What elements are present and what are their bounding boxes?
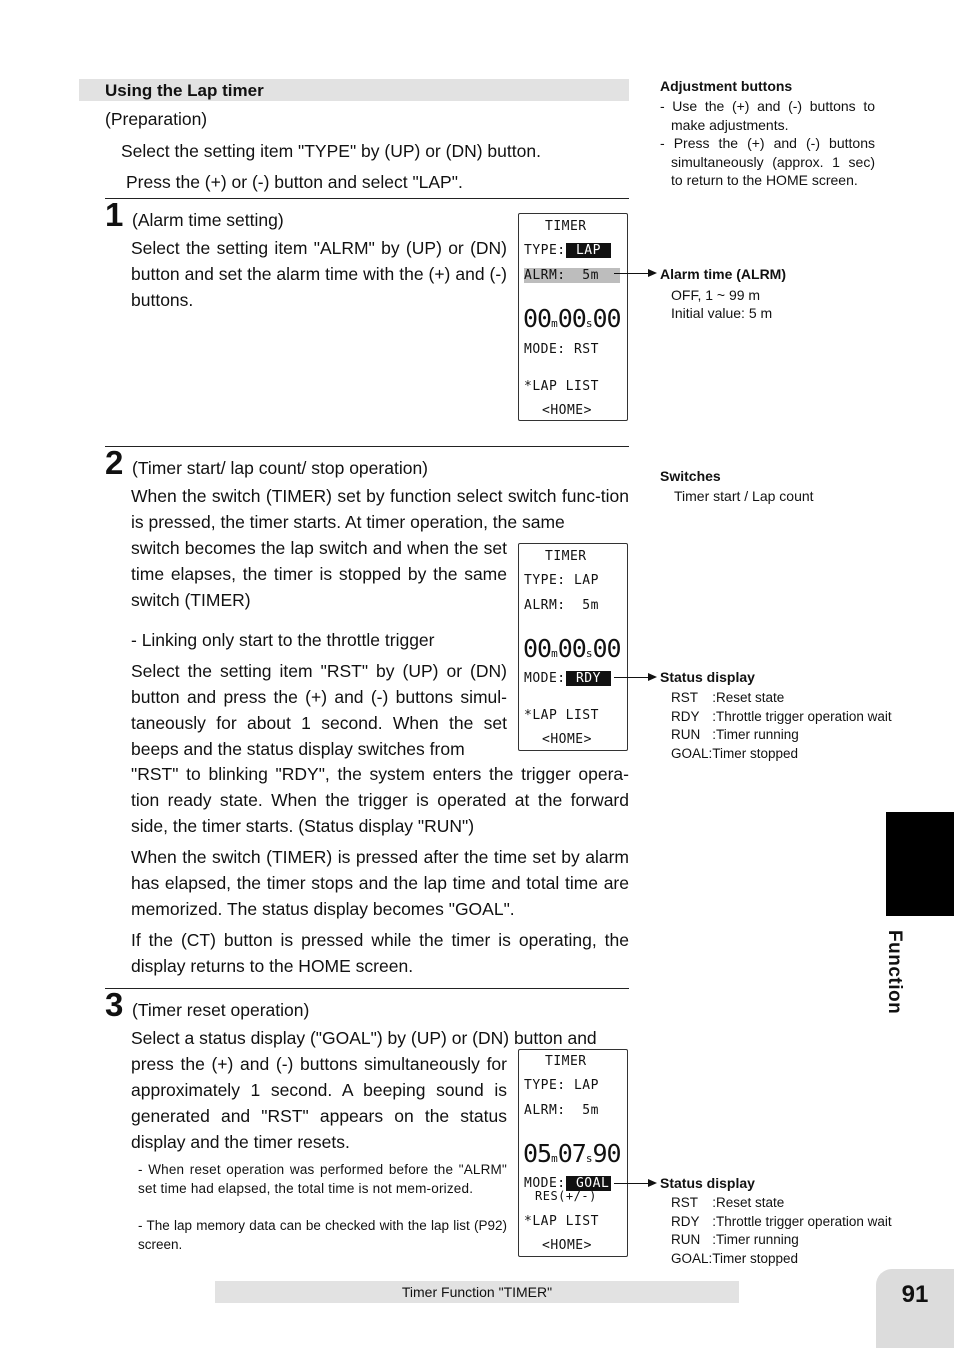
prep-heading: (Preparation) [105,109,208,129]
list-item: RUN :Timer running [671,727,799,742]
switches-desc: Timer start / Lap count [674,488,814,504]
alarm-range: OFF, 1 ~ 99 m [671,287,761,303]
chapter-tab-label: Function [884,930,905,1015]
step-1-number: 1 [105,196,124,233]
step-2-paragraph-4: If the (CT) button is pressed while the timer is operating, the display returns to the HOME screen. [131,930,629,976]
status-list [671,1194,892,1268]
step-3-heading: (Timer reset operation) [132,1000,310,1020]
status-list [671,689,892,763]
lcd-time: 05m07s90 [523,1139,621,1168]
step-3-number: 3 [105,986,124,1023]
chapter-tab-marker [886,812,954,916]
switches-title: Switches [660,468,721,484]
lcd-type-row: TYPE: LAP [524,573,599,588]
step-2-paragraph-2b: "RST" to blinking "RDY", the system enters the trigger opera-tion ready state. When the trigger is operated at the forward side, the timer starts. (Status display "RUN") [131,764,629,836]
lcd-mode-row: MODE: GOAL [524,1176,610,1191]
lcd-title: TIMER [545,1054,587,1069]
step-2-subheading: - Linking only start to the throttle trigger [131,630,435,650]
list-item: RST :Reset state [671,690,785,705]
step-2-heading: (Timer start/ lap count/ stop operation) [132,458,429,478]
lcd-lap-list: *LAP LIST [524,708,599,723]
footer-title: Timer Function "TIMER" [215,1281,739,1303]
prep-line-1: Select the setting item "TYPE" by (UP) or (DN) button. [121,141,541,161]
step-3-paragraph-1a: Select a status display ("GOAL") by (UP) or (DN) button and [131,1028,597,1048]
step-2-number: 2 [105,444,124,481]
divider [105,988,629,989]
step-3-note-2: - The lap memory data can be checked with the lap list (P92) screen. [138,1218,507,1252]
lcd-title: TIMER [545,219,587,234]
lcd-screen-goal [518,1049,628,1257]
divider [105,446,629,447]
alarm-time-title: Alarm time (ALRM) [660,266,787,282]
lcd-time: 00m00s00 [523,304,621,333]
list-item: RST :Reset state [671,1195,785,1210]
adjustment-note-1: - Use the (+) and (-) buttons to make adjustments. [660,98,875,133]
step-1-heading: (Alarm time setting) [132,210,284,230]
list-item: RDY :Throttle trigger operation wait [671,1213,892,1229]
lcd-time: 00m00s00 [523,634,621,663]
step-3-paragraph-1b: press the (+) and (-) buttons simultaneously for approximately 1 second. A beeping sound is generated and "RST" appears on the status display and the timer resets. [131,1054,507,1152]
lcd-screen-alarm [518,213,628,421]
status-display-title: Status display [660,1175,755,1191]
callout-arrow [614,273,655,274]
section-title-bar [79,79,629,101]
adjustment-note-2: - Press the (+) and (-) buttons simultaneously (approx. 1 sec) to return to the HOME screen. [660,135,875,188]
step-2-paragraph-1a: When the switch (TIMER) set by function select switch func-tion is pressed, the timer starts. At timer operation, the same [131,486,629,532]
adjustment-buttons-title: Adjustment buttons [660,78,793,94]
lcd-type-row: TYPE: LAP [524,243,610,258]
list-item: GOAL: Timer stopped [671,745,799,761]
lcd-alrm-row: ALRM: 5m [524,598,599,613]
lcd-mode-row: MODE: RDY [524,671,610,686]
alarm-initial: Initial value: 5 m [671,305,773,321]
step-1-body: Select the setting item "ALRM" by (UP) or (DN) button and set the alarm time with the (+) and (-) buttons. [131,238,507,310]
lcd-home: <HOME> [542,1238,592,1253]
lcd-lap-list: *LAP LIST [524,379,599,394]
list-item: RUN :Timer running [671,1232,799,1247]
list-item: GOAL: Timer stopped [671,1250,799,1266]
step-2-paragraph-3: When the switch (TIMER) is pressed after the time set by alarm has elapsed, the timer stops and the lap time and total time are memorized. The status display becomes "GOAL". [131,847,629,919]
divider [105,198,629,199]
lcd-alrm-row: ALRM: 5m [524,1103,599,1118]
callout-arrow [614,677,655,678]
list-item: RDY :Throttle trigger operation wait [671,708,892,724]
lcd-home: <HOME> [542,732,592,747]
lcd-alrm-row: ALRM: 5m [524,268,620,283]
page-number: 91 [901,1281,929,1308]
status-display-title: Status display [660,669,755,685]
lcd-title: TIMER [545,549,587,564]
step-3-note-1: - When reset operation was performed before the "ALRM" set time had elapsed, the total time is not mem-orized. [138,1162,507,1196]
lcd-screen-ready [518,543,628,751]
step-2-paragraph-1b: switch becomes the lap switch and when the set time elapses, the timer is stopped by the same switch (TIMER) [131,538,507,610]
lcd-type-row: TYPE: LAP [524,1078,599,1093]
step-2-paragraph-2a: Select the setting item "RST" by (UP) or (DN) button and press the (+) and (-) buttons simul-taneously for about 1 second. When the set beeps and the status display switches from [131,661,507,759]
section-title: Using the Lap timer [105,81,264,100]
lcd-home: <HOME> [542,403,592,418]
page-number-box [876,1269,954,1348]
lcd-mode-row: MODE: RST [524,342,599,357]
callout-arrow [614,1183,655,1184]
lcd-reset-hint: RES(+/-) [535,1189,597,1203]
lcd-lap-list: *LAP LIST [524,1214,599,1229]
prep-line-2: Press the (+) or (-) button and select "LAP". [126,172,463,192]
